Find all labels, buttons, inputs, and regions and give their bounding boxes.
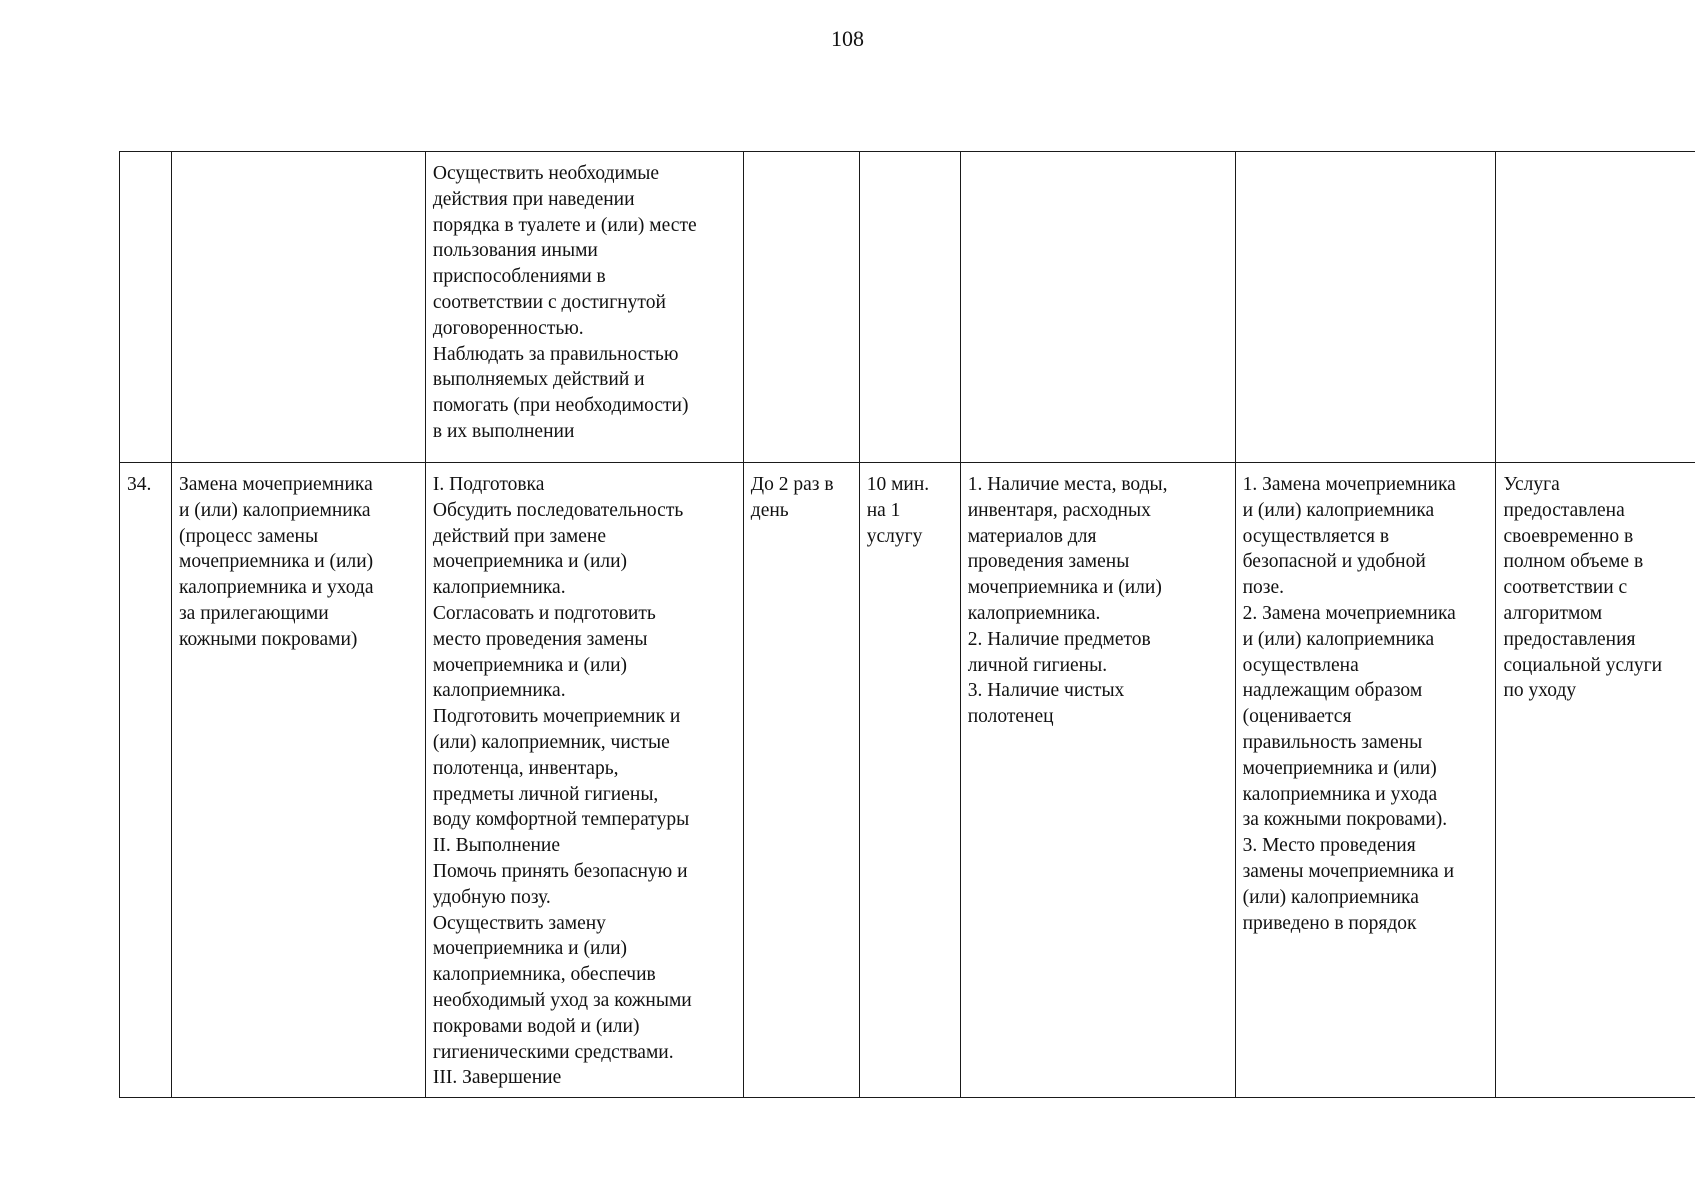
service-standards-table [119,151,1695,1098]
table-row [120,152,1695,463]
cell-duration: 10 мин. на 1 услугу [859,463,960,1098]
cell-quality-indicators: 1. Замена мочеприемника и (или) калоприемника осуществляется в безопасной и удобной позе. 2. Замена мочеприемника и (или) калоприемника осуществлена надлежащим образом (оценивается правильность замены мочеприемника и (или) калоприемника и ухода за кожными покровами). 3. Место проведения замены мочеприемника и (или) калоприемника приведено в порядок [1235,463,1496,1098]
cell-actions: Осуществить необходимые действия при наведении порядка в туалете и (или) месте пользования иными приспособлениями в соответствии с достигнутой договоренностью. Наблюдать за правильностью выполняемых действий и помогать (при необходимости) в их выполнении [425,152,743,463]
cell-service-name [171,152,425,463]
page-number: 108 [831,26,864,51]
cell-result [1496,152,1695,463]
cell-number [120,152,172,463]
cell-service-name: Замена мочеприемника и (или) калоприемника (процесс замены мочеприемника и (или) калоприемника и ухода за прилегающими кожными покровами) [171,463,425,1098]
cell-frequency: До 2 раз в день [743,463,859,1098]
cell-conditions: 1. Наличие места, воды, инвентаря, расходных материалов для проведения замены мочеприемника и (или) калоприемника. 2. Наличие предметов личной гигиены. 3. Наличие чистых полотенец [960,463,1235,1098]
cell-actions: I. Подготовка Обсудить последовательность действий при замене мочеприемника и (или) калоприемника. Согласовать и подготовить место проведения замены мочеприемника и (или) калоприемника. Подготовить мочеприемник и (или) калоприемник, чистые полотенца, инвентарь, предметы личной гигиены, воду комфортной температуры II. Выполнение Помочь принять безопасную и удобную позу. Осуществить замену мочеприемника и (или) калоприемника, обеспечив необходимый уход за кожными покровами водой и (или) гигиеническими средствами. III. Завершение [425,463,743,1098]
cell-duration [859,152,960,463]
cell-result: Услуга предоставлена своевременно в полном объеме в соответствии с алгоритмом предоставления социальной услуги по уходу [1496,463,1695,1098]
cell-number: 34. [120,463,172,1098]
cell-conditions [960,152,1235,463]
cell-frequency [743,152,859,463]
table-row [120,463,1695,1098]
cell-quality-indicators [1235,152,1496,463]
